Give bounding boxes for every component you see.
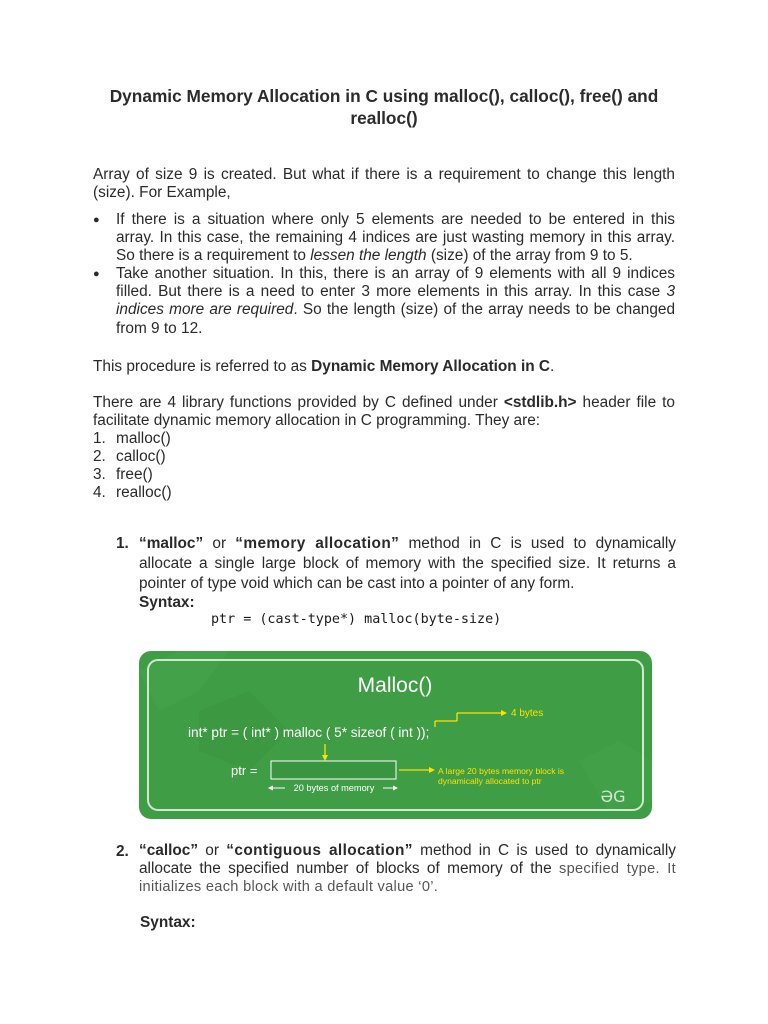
bullet-text: Take another situation. In this, there is an array of 9 elements with all 9 indices filled. But there is a need to enter 3 more elements in this array. In this case (116, 265, 675, 301)
bullet-item (93, 211, 675, 265)
section-number: 2. (116, 843, 129, 860)
function-name: realloc() (116, 484, 172, 502)
bullet-icon: ● (93, 214, 100, 226)
memory-allocation-text: “memory allocation (235, 535, 392, 552)
calloc-description (139, 842, 676, 897)
quote-close: ” (404, 842, 413, 859)
intro-text: Array of size 9 is created. But what if there is a requirement to change this length (size). For Example, (93, 166, 675, 202)
syntax-label: Syntax: (139, 594, 195, 612)
or-text: or (203, 535, 236, 552)
malloc-diagram (139, 651, 652, 819)
function-name: calloc() (116, 448, 166, 466)
bullet-item (93, 265, 675, 337)
library-paragraph (93, 394, 675, 430)
contiguous-allocation-term (226, 842, 413, 859)
gfg-logo: ƏG (600, 787, 626, 806)
quote-close: ” (190, 842, 199, 859)
library-text: There are 4 library functions provided by C defined under (93, 394, 504, 411)
malloc-description (139, 534, 676, 613)
or-text: or (198, 842, 227, 859)
function-list-item (93, 484, 172, 502)
malloc-term (139, 535, 203, 552)
malloc-desc-text: method in C is used to dynamically allocate a single large block of memory with the specified size. It returns a pointer of type void which can be cast into a pointer of any form. (139, 535, 676, 592)
malloc-syntax-code: ptr = (cast-type*) malloc(byte-size) (211, 612, 502, 627)
document-title: Dynamic Memory Allocation in C using malloc(), calloc(), free() and realloc() (109, 86, 659, 128)
library-text-end: header file to facilitate dynamic memory allocation in C programming. They are: (93, 394, 675, 430)
procedure-text-end: . (550, 358, 555, 375)
calloc-desc-text: method in C is used to dynamically allocate the specified number of blocks of memory of the (139, 842, 676, 878)
bytes-label: 4 bytes (511, 708, 544, 719)
procedure-emphasis: Dynamic Memory Allocation in C (311, 358, 551, 375)
memory-label: 20 bytes of memory (293, 783, 375, 793)
calloc-term (139, 842, 198, 859)
procedure-paragraph (93, 358, 675, 376)
bullet-emphasis: 3 indices more are required (116, 283, 675, 319)
example-bullet-list (93, 211, 675, 338)
quote-close: ” (195, 535, 204, 552)
block-note-line2: dynamically allocated to ptr (438, 776, 542, 786)
block-note-line1: A large 20 bytes memory block is (438, 766, 565, 776)
calloc-term-text: “calloc (139, 842, 191, 859)
function-name: malloc() (116, 430, 171, 447)
list-number: 4. (93, 484, 106, 502)
diagram-title: Malloc() (357, 674, 433, 697)
calloc-desc-text-end: specified type. It initializes each block with a default value ‘0’. (139, 861, 676, 896)
function-list (93, 430, 172, 502)
header-file-name: <stdlib.h> (503, 394, 577, 411)
bullet-icon: ● (93, 268, 100, 281)
bullet-text: . So the length (size) of the array needs to be changed from 9 to 12. (116, 301, 676, 337)
quote-close: ” (391, 535, 400, 552)
list-number: 2. (93, 448, 106, 466)
list-number: 3. (93, 466, 106, 484)
list-number: 1. (93, 430, 106, 447)
section-number: 1. (116, 535, 129, 552)
bullet-emphasis: lessen the length (310, 247, 427, 265)
bullet-text: If there is a situation where only 5 elements are needed to be entered in this array. In this case, the remaining 4 indices are just wasting memory in this array. So there is a requirement to (116, 211, 675, 265)
function-list-item (93, 466, 172, 484)
malloc-term-text: “malloc (139, 535, 196, 552)
contiguous-allocation-text: “contiguous allocation (226, 842, 405, 859)
intro-paragraph (93, 166, 675, 202)
bullet-text: (size) of the array from 9 to 5. (426, 247, 633, 265)
function-name: free() (116, 466, 153, 484)
memory-allocation-term (235, 535, 399, 552)
function-list-item (93, 448, 172, 466)
function-list-item (93, 430, 172, 448)
calloc-section (116, 842, 676, 897)
calloc-syntax-label: Syntax: (140, 914, 196, 931)
malloc-section (116, 534, 676, 613)
memory-block (271, 761, 396, 779)
diagram-code-line: int* ptr = ( int* ) malloc ( 5* sizeof ( int )); (188, 725, 430, 740)
procedure-text: This procedure is referred to as (93, 358, 312, 375)
ptr-label: ptr = (231, 763, 258, 778)
